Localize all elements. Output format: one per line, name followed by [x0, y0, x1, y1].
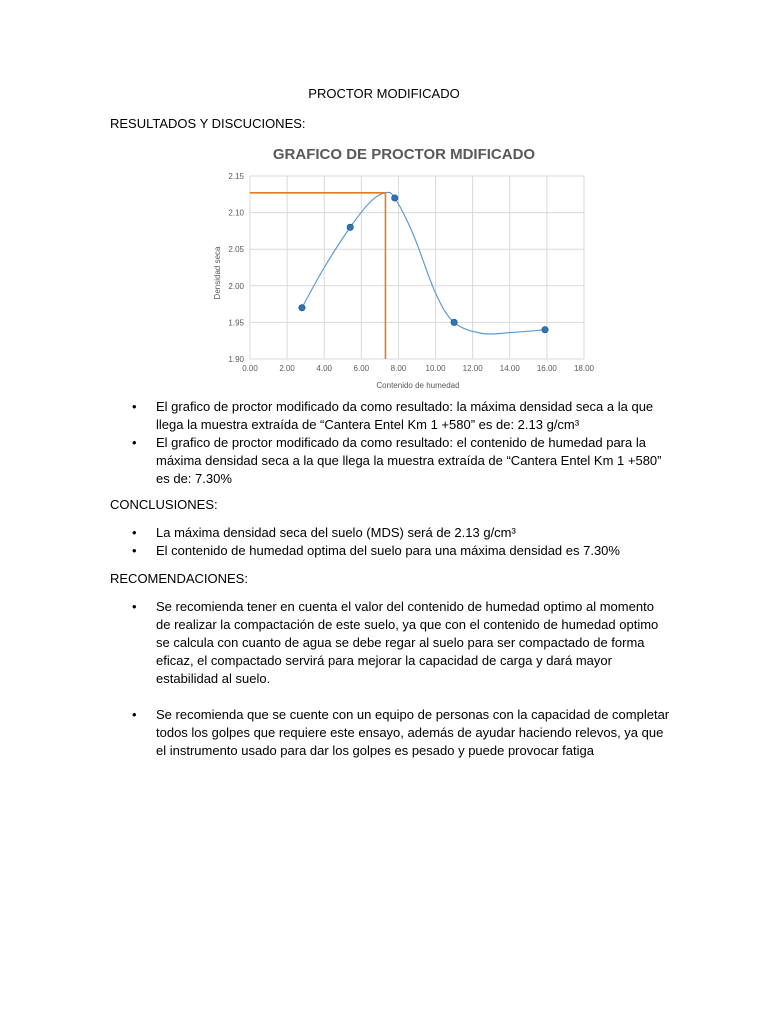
bullet-icon: •	[132, 543, 137, 558]
data-points	[299, 195, 548, 333]
list-item-text: El contenido de humedad optima del suelo para una máxima densidad es 7.30%	[156, 543, 620, 558]
x-tick-label: 12.00	[462, 364, 483, 373]
chart-svg	[208, 138, 600, 394]
conclusions-heading: CONCLUSIONES:	[110, 497, 218, 512]
max-density-guides	[250, 193, 385, 359]
list-item-text: Se recomienda tener en cuenta el valor del contenido de humedad optimo al momento de realizar la compactación de este suelo, ya que con el contenido de humedad optimo se calcula con cuanto de agua se debe regar al suelo para ser compactado de forma eficaz, el compactado servirá para mejorar la capacidad de carga y dará mayor estabilidad al suelo.	[156, 599, 659, 686]
y-axis-label: Densidad seca	[213, 246, 222, 300]
list-item	[110, 598, 670, 688]
page-title: PROCTOR MODIFICADO	[308, 86, 460, 101]
x-tick-label: 0.00	[242, 364, 258, 373]
list-item	[110, 434, 670, 488]
y-tick-label: 2.10	[228, 208, 244, 218]
list-item	[110, 524, 670, 542]
list-item-text: El grafico de proctor modificado da como resultado: la máxima densidad seca a la que llega la muestra extraída de “Cantera Entel Km 1 +580” es de: 2.13 g/cm³	[156, 399, 654, 432]
x-axis-label: Contenido de humedad	[376, 381, 460, 390]
series-curve	[302, 192, 545, 334]
bullet-icon: •	[132, 707, 137, 722]
data-point	[451, 319, 457, 325]
y-tick-labels	[228, 172, 244, 364]
list-item	[110, 398, 670, 434]
x-tick-label: 16.00	[536, 364, 557, 373]
results-list	[110, 398, 670, 488]
list-item	[110, 706, 670, 760]
bullet-icon: •	[132, 435, 137, 450]
x-tick-label: 6.00	[353, 364, 370, 373]
x-tick-labels	[242, 364, 594, 373]
data-point	[542, 327, 548, 333]
recommendations-heading: RECOMENDACIONES:	[110, 571, 248, 586]
data-point	[347, 224, 353, 230]
data-point	[392, 195, 398, 201]
conclusions-list	[110, 524, 670, 560]
x-tick-label: 14.00	[499, 364, 520, 373]
y-tick-label: 1.90	[228, 355, 244, 364]
y-tick-label: 2.00	[228, 281, 244, 291]
data-point	[299, 305, 305, 311]
y-tick-label: 2.05	[228, 245, 244, 255]
x-tick-label: 2.00	[279, 364, 295, 373]
x-tick-label: 8.00	[390, 364, 407, 373]
list-item-text: La máxima densidad seca del suelo (MDS) será de 2.13 g/cm³	[156, 525, 516, 540]
y-tick-label: 1.95	[228, 318, 244, 328]
bullet-icon: •	[132, 525, 137, 540]
chart-grid	[250, 176, 584, 359]
proctor-chart	[208, 138, 600, 394]
chart-title: GRAFICO DE PROCTOR MDIFICADO	[272, 146, 536, 163]
x-tick-label: 4.00	[316, 364, 333, 373]
list-item	[110, 542, 670, 560]
x-tick-label: 18.00	[573, 364, 595, 373]
bullet-icon: •	[132, 599, 137, 614]
results-heading: RESULTADOS Y DISCUCIONES:	[110, 116, 306, 131]
y-tick-label: 2.15	[228, 172, 244, 181]
x-tick-label: 10.00	[425, 364, 446, 373]
bullet-icon: •	[132, 399, 137, 414]
list-item-text: Se recomienda que se cuente con un equipo de personas con la capacidad de completar todos los golpes que requiere este ensayo, además de ayudar haciendo relevos, ya que el instrumento usado para dar los golpes es pesado y puede provocar fatiga	[156, 707, 670, 758]
recommendations-list	[110, 598, 670, 760]
list-item-text: El grafico de proctor modificado da como resultado: el contenido de humedad para la máxima densidad seca a la que llega la muestra extraída de “Cantera Entel Km 1 +580” es de: 7.30%	[156, 435, 662, 486]
